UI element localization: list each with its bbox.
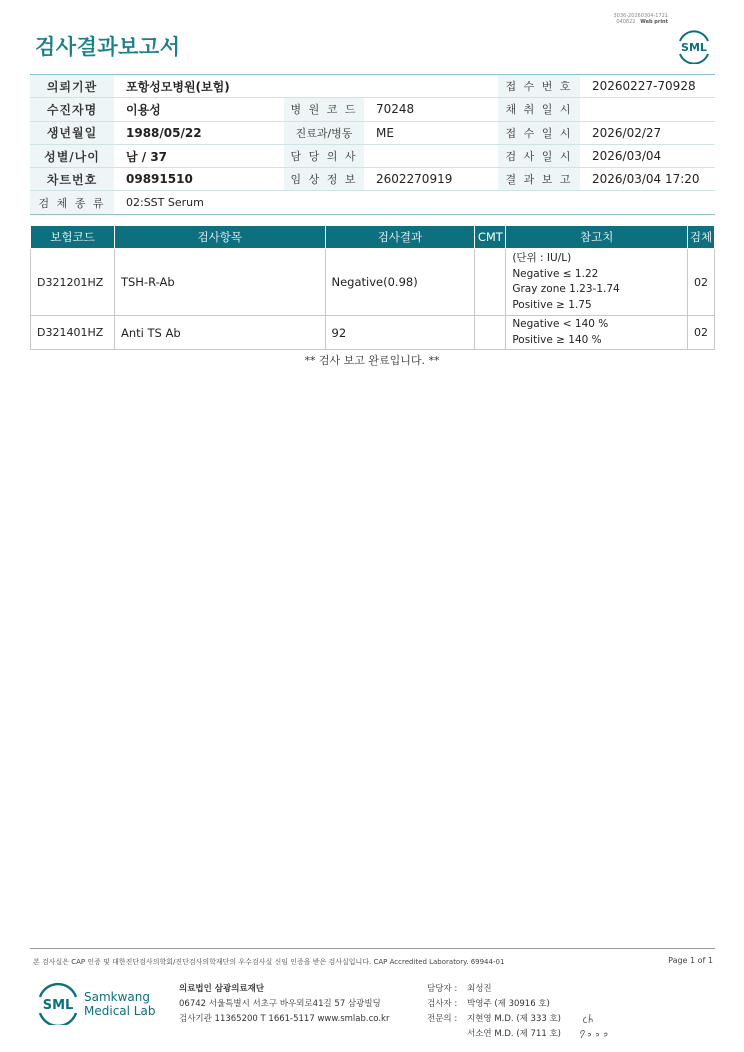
staff-info bbox=[427, 982, 561, 1042]
item-cell: TSH-R-Ab bbox=[114, 249, 325, 316]
specimen-cell: 02 bbox=[687, 316, 714, 350]
code-cell: D321201HZ bbox=[31, 249, 115, 316]
staff-row: 담당자 : 최성진 bbox=[427, 984, 492, 994]
reference-line: Gray zone 1.23-1.74 bbox=[512, 283, 620, 295]
doctor-label: 담 당 의 사 bbox=[284, 145, 364, 167]
test-date-label: 검 사 일 시 bbox=[498, 145, 580, 167]
svg-text:SML: SML bbox=[681, 41, 707, 54]
reference-line: Negative < 140 % bbox=[512, 318, 609, 330]
info-row bbox=[30, 98, 715, 121]
info-row bbox=[30, 75, 715, 98]
specimen-value: 02:SST Serum bbox=[126, 196, 204, 210]
item-cell: Anti TS Ab bbox=[114, 316, 325, 350]
accreditation-note: 본 검사실은 CAP 인증 및 대한진단검사의학회/진단검사의학재단의 우수검사실 신임 인증을 받은 검사실입니다. CAP Accredited Laboratory. 69944-01 bbox=[33, 958, 505, 966]
foundation-info bbox=[179, 982, 389, 1027]
results-table bbox=[30, 225, 715, 350]
name-label: 수진자명 bbox=[30, 98, 114, 120]
staff-row: 전문의 : 지현영 M.D. (제 333 호) bbox=[427, 1014, 562, 1024]
reference-cell bbox=[506, 316, 688, 350]
col-header-cmt: CMT bbox=[475, 226, 506, 249]
report-complete-message: ** 검사 보고 완료입니다. ** bbox=[304, 354, 440, 367]
results-header-row bbox=[31, 226, 715, 249]
patient-info-table bbox=[30, 74, 715, 215]
hospital-code-label: 병 원 코 드 bbox=[284, 98, 364, 120]
reference-line: Positive ≥ 1.75 bbox=[512, 298, 592, 311]
requester-value: 포항성모병원(보험) bbox=[126, 79, 230, 94]
org-name-line2: Medical Lab bbox=[84, 1004, 156, 1018]
info-row bbox=[30, 122, 715, 145]
collect-date-label: 채 취 일 시 bbox=[498, 98, 580, 120]
sml-logo bbox=[36, 981, 80, 1025]
cmt-cell bbox=[475, 249, 506, 316]
chart-label: 차트번호 bbox=[30, 168, 114, 190]
info-row bbox=[30, 145, 715, 168]
table-row bbox=[31, 249, 715, 316]
table-row bbox=[31, 316, 715, 350]
sex-age-value: 남 / 37 bbox=[126, 149, 168, 164]
receipt-date-label: 접 수 일 시 bbox=[498, 122, 580, 144]
org-name-line1: Samkwang bbox=[84, 990, 150, 1004]
name-value: 이용성 bbox=[126, 102, 161, 117]
chart-value: 09891510 bbox=[126, 172, 193, 187]
print-id-line2: 040822 Web print bbox=[616, 19, 668, 25]
dept-value: ME bbox=[376, 125, 394, 140]
col-header-item: 검사항목 bbox=[114, 226, 325, 249]
staff-row: 검사자 : 박영주 (제 30916 호) bbox=[427, 999, 550, 1009]
foundation-contact: 검사기관 11365200 T 1661-5117 www.smlab.co.kr bbox=[179, 1014, 390, 1024]
result-cell: Negative(0.98) bbox=[325, 249, 475, 316]
org-name bbox=[84, 990, 155, 1018]
col-header-result: 검사결과 bbox=[325, 226, 475, 249]
cmt-cell bbox=[475, 316, 506, 350]
requester-label: 의뢰기관 bbox=[30, 75, 114, 97]
clinical-value: 2602270919 bbox=[376, 172, 453, 187]
reference-cell bbox=[506, 249, 688, 316]
receipt-no-label: 접 수 번 호 bbox=[498, 75, 580, 97]
clinical-label: 임 상 정 보 bbox=[284, 168, 364, 190]
col-header-reference: 참고치 bbox=[506, 226, 688, 249]
sex-age-label: 성별/나이 bbox=[30, 145, 114, 167]
reference-line: (단위 : IU/L) bbox=[512, 252, 572, 264]
report-label: 결 과 보 고 bbox=[498, 168, 580, 190]
reference-line: Positive ≥ 140 % bbox=[512, 333, 602, 346]
result-cell: 92 bbox=[325, 316, 475, 350]
sml-logo bbox=[676, 28, 712, 64]
code-cell: D321401HZ bbox=[31, 316, 115, 350]
print-id bbox=[613, 13, 668, 25]
receipt-date-value: 2026/02/27 bbox=[592, 125, 662, 140]
doctor-value bbox=[364, 145, 498, 167]
dob-label: 생년월일 bbox=[30, 122, 114, 144]
dob-value: 1988/05/22 bbox=[126, 125, 202, 140]
signature-image bbox=[578, 1010, 612, 1042]
col-header-specimen: 검체 bbox=[687, 226, 714, 249]
print-id-line1: 3036-20260304-1721 bbox=[613, 13, 668, 19]
foundation-address: 06742 서울특별시 서초구 바우뫼로41길 57 삼광빌딩 bbox=[179, 999, 381, 1009]
reference-line: Negative ≤ 1.22 bbox=[512, 267, 599, 280]
info-row bbox=[30, 191, 715, 214]
report-value: 2026/03/04 17:20 bbox=[592, 172, 700, 187]
footer-divider bbox=[30, 948, 715, 949]
collect-date-value bbox=[580, 98, 715, 120]
specimen-label: 검 체 종 류 bbox=[30, 191, 114, 213]
svg-text:SML: SML bbox=[42, 998, 74, 1013]
col-header-code: 보험코드 bbox=[31, 226, 115, 249]
dept-label: 진료과/병동 bbox=[284, 122, 364, 144]
foundation-name: 의료법인 삼광의료재단 bbox=[179, 984, 265, 994]
receipt-no-value: 20260227-70928 bbox=[592, 79, 696, 94]
test-date-value: 2026/03/04 bbox=[592, 149, 662, 164]
info-row bbox=[30, 168, 715, 191]
specimen-cell: 02 bbox=[687, 249, 714, 316]
hospital-code-value: 70248 bbox=[376, 102, 415, 117]
page-title: 검사결과보고서 bbox=[35, 35, 181, 59]
page-number: Page 1 of 1 bbox=[668, 956, 713, 965]
staff-row: 서소연 M.D. (제 711 호) bbox=[467, 1029, 562, 1039]
